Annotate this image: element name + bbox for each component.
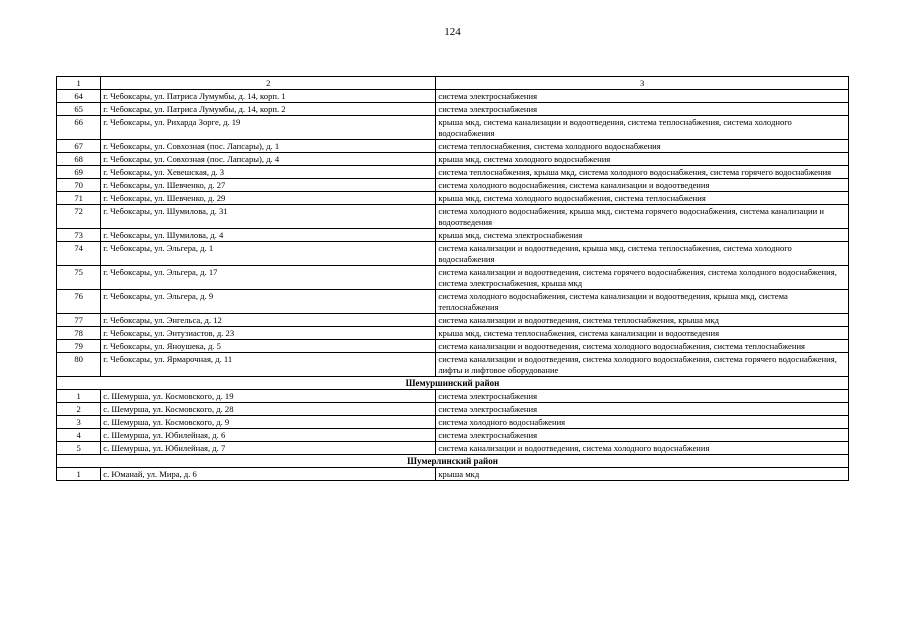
table-row	[57, 205, 849, 229]
table-row	[57, 179, 849, 192]
row-address: г. Чебоксары, ул. Шумилова, д. 4	[101, 229, 436, 242]
table-row	[57, 442, 849, 455]
row-address: г. Чебоксары, ул. Хевешская, д. 3	[101, 166, 436, 179]
row-address: г. Чебоксары, ул. Совхозная (пос. Лапсары), д. 4	[101, 153, 436, 166]
row-address: г. Чебоксары, ул. Энгельса, д. 12	[101, 314, 436, 327]
row-systems: система электроснабжения	[436, 90, 849, 103]
table-row	[57, 166, 849, 179]
row-number: 2	[57, 403, 101, 416]
table-row	[57, 266, 849, 290]
row-number: 3	[57, 416, 101, 429]
row-number: 69	[57, 166, 101, 179]
row-number: 65	[57, 103, 101, 116]
row-address: г. Чебоксары, ул. Шумилова, д. 31	[101, 205, 436, 229]
table-row	[57, 340, 849, 353]
row-address: с. Шемурша, ул. Юбилейная, д. 6	[101, 429, 436, 442]
row-address: г. Чебоксары, ул. Эльгера, д. 17	[101, 266, 436, 290]
row-address: г. Чебоксары, ул. Яноушека, д. 5	[101, 340, 436, 353]
section-title: Шумерлинский район	[57, 455, 849, 468]
row-systems: система электроснабжения	[436, 403, 849, 416]
section-header-row	[57, 377, 849, 390]
repair-schedule-table	[56, 76, 849, 481]
row-number: 75	[57, 266, 101, 290]
row-number: 79	[57, 340, 101, 353]
table-row	[57, 153, 849, 166]
row-number: 77	[57, 314, 101, 327]
table-row	[57, 116, 849, 140]
row-systems: система теплоснабжения, система холодного водоснабжения	[436, 140, 849, 153]
row-address: г. Чебоксары, ул. Шевченко, д. 29	[101, 192, 436, 205]
row-systems: система электроснабжения	[436, 103, 849, 116]
page-number: 124	[444, 26, 461, 38]
table-row	[57, 416, 849, 429]
row-number: 72	[57, 205, 101, 229]
row-systems: система электроснабжения	[436, 390, 849, 403]
row-address: с. Шемурша, ул. Космовского, д. 9	[101, 416, 436, 429]
table-row	[57, 468, 849, 481]
row-address: г. Чебоксары, ул. Эльгера, д. 9	[101, 290, 436, 314]
table-row	[57, 140, 849, 153]
row-systems: система электроснабжения	[436, 429, 849, 442]
row-address: с. Шемурша, ул. Космовского, д. 19	[101, 390, 436, 403]
row-number: 1	[57, 390, 101, 403]
row-number: 1	[57, 468, 101, 481]
header-col-1: 1	[57, 77, 101, 90]
table-row	[57, 192, 849, 205]
header-col-2: 2	[101, 77, 436, 90]
table-row	[57, 314, 849, 327]
row-number: 4	[57, 429, 101, 442]
row-systems: система канализации и водоотведения, система холодного водоснабжения	[436, 442, 849, 455]
row-systems: система холодного водоснабжения, система канализации и водоотведения, крыша мкд, система теплоснабжения	[436, 290, 849, 314]
table-body	[57, 77, 849, 481]
row-address: с. Шемурша, ул. Космовского, д. 28	[101, 403, 436, 416]
row-address: с. Юманай, ул. Мира, д. 6	[101, 468, 436, 481]
table-row	[57, 103, 849, 116]
row-address: г. Чебоксары, ул. Совхозная (пос. Лапсары), д. 1	[101, 140, 436, 153]
row-number: 73	[57, 229, 101, 242]
table-row	[57, 90, 849, 103]
row-systems: система холодного водоснабжения	[436, 416, 849, 429]
section-title: Шемуршинский район	[57, 377, 849, 390]
row-address: г. Чебоксары, ул. Энтузиастов, д. 23	[101, 327, 436, 340]
row-systems: система канализации и водоотведения, система холодного водоснабжения, система теплоснабжения	[436, 340, 849, 353]
row-systems: система холодного водоснабжения, система канализации и водоотведения	[436, 179, 849, 192]
table-row	[57, 242, 849, 266]
table-row	[57, 429, 849, 442]
table-row	[57, 290, 849, 314]
row-systems: система канализации и водоотведения, система горячего водоснабжения, система холодного водоснабжения, система электроснабжения, крыша мкд	[436, 266, 849, 290]
row-address: г. Чебоксары, ул. Патриса Лумумбы, д. 14, корп. 2	[101, 103, 436, 116]
row-systems: система канализации и водоотведения, система холодного водоснабжения, система горячего водоснабжения, лифты и лифтовое оборудование	[436, 353, 849, 377]
table-row	[57, 403, 849, 416]
row-address: г. Чебоксары, ул. Патриса Лумумбы, д. 14, корп. 1	[101, 90, 436, 103]
row-systems: система теплоснабжения, крыша мкд, система холодного водоснабжения, система горячего водоснабжения	[436, 166, 849, 179]
row-address: г. Чебоксары, ул. Шевченко, д. 27	[101, 179, 436, 192]
row-systems: крыша мкд, система электроснабжения	[436, 229, 849, 242]
row-number: 76	[57, 290, 101, 314]
table-row	[57, 353, 849, 377]
table-header-row	[57, 77, 849, 90]
row-number: 64	[57, 90, 101, 103]
row-systems: крыша мкд, система канализации и водоотведения, система теплоснабжения, система холодного водоснабжения	[436, 116, 849, 140]
row-number: 5	[57, 442, 101, 455]
row-address: г. Чебоксары, ул. Рихарда Зорге, д. 19	[101, 116, 436, 140]
row-systems: система холодного водоснабжения, крыша мкд, система горячего водоснабжения, система канализации и водоотведения	[436, 205, 849, 229]
section-header-row	[57, 455, 849, 468]
row-number: 78	[57, 327, 101, 340]
table-row	[57, 229, 849, 242]
header-col-3: 3	[436, 77, 849, 90]
row-address: с. Шемурша, ул. Юбилейная, д. 7	[101, 442, 436, 455]
row-number: 71	[57, 192, 101, 205]
row-systems: крыша мкд, система холодного водоснабжения	[436, 153, 849, 166]
row-systems: крыша мкд, система теплоснабжения, система канализации и водоотведения	[436, 327, 849, 340]
row-number: 80	[57, 353, 101, 377]
row-number: 66	[57, 116, 101, 140]
row-number: 70	[57, 179, 101, 192]
row-systems: крыша мкд	[436, 468, 849, 481]
table-row	[57, 327, 849, 340]
row-systems: система канализации и водоотведения, система теплоснабжения, крыша мкд	[436, 314, 849, 327]
row-number: 68	[57, 153, 101, 166]
row-address: г. Чебоксары, ул. Ярмарочная, д. 11	[101, 353, 436, 377]
row-number: 67	[57, 140, 101, 153]
row-systems: система канализации и водоотведения, крыша мкд, система теплоснабжения, система холодного водоснабжения	[436, 242, 849, 266]
row-number: 74	[57, 242, 101, 266]
row-systems: крыша мкд, система холодного водоснабжения, система теплоснабжения	[436, 192, 849, 205]
row-address: г. Чебоксары, ул. Эльгера, д. 1	[101, 242, 436, 266]
table-row	[57, 390, 849, 403]
